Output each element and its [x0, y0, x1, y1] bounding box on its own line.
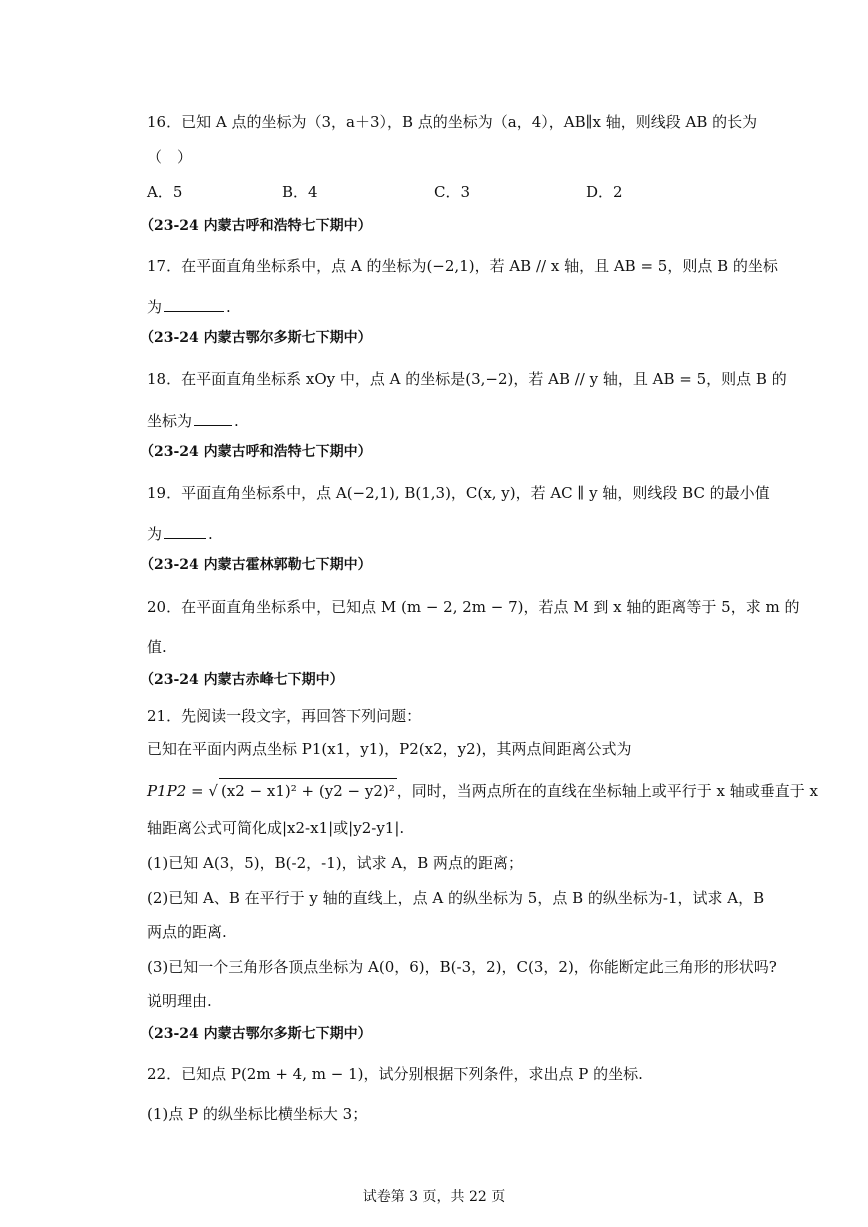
q16-option-a: A．5 — [147, 183, 183, 201]
q22-stem: 22．已知点 P(2m + 4, m − 1)，试分别根据下列条件，求出点 P 的坐标. — [147, 1065, 643, 1083]
q21-part3-line2: 说明理由. — [147, 992, 212, 1010]
q21-formula-intro: 已知在平面内两点坐标 P1(x1，y1)，P2(x2，y2)，其两点间距离公式为 — [147, 740, 632, 758]
q16-option-b: B．4 — [282, 183, 318, 201]
q21-part3-line1: (3)已知一个三角形各顶点坐标为 A(0，6)，B(-3，2)，C(3，2)，你能断定此三角形的形状吗? — [147, 958, 777, 976]
q19-line2-end: . — [208, 525, 213, 543]
q17-line2 — [147, 296, 231, 317]
q21-part1: (1)已知 A(3，5)，B(-2，-1)，试求 A，B 两点的距离； — [147, 854, 523, 872]
q20-source: （23-24 内蒙古赤峰七下期中） — [140, 672, 344, 688]
q18-line2 — [147, 410, 239, 431]
q17-source: （23-24 内蒙古鄂尔多斯七下期中） — [140, 330, 372, 346]
page-footer: 试卷第 3 页，共 22 页 — [362, 1189, 506, 1205]
q21-source: （23-24 内蒙古鄂尔多斯七下期中） — [140, 1026, 372, 1042]
q20-stem: 20．在平面直角坐标系中，已知点 M (m − 2, 2m − 7)，若点 M 到 x 轴的距离等于 5，求 m 的 — [147, 598, 800, 616]
q21-formula-cont2: 轴距离公式可简化成|x2-x1|或|y2-y1|. — [147, 819, 405, 837]
q18-stem: 18．在平面直角坐标系 xOy 中，点 A 的坐标是(3,−2)，若 AB // y 轴，且 AB = 5，则点 B 的 — [147, 370, 787, 388]
q21-formula-cont: ，同时，当两点所在的直线在坐标轴上或平行于 x 轴或垂直于 x — [396, 782, 818, 800]
q16-option-c: C．3 — [434, 183, 471, 201]
q17-stem: 17．在平面直角坐标系中，点 A 的坐标为(−2,1)，若 AB // x 轴，且 AB = 5，则点 B 的坐标 — [147, 257, 778, 275]
q21-part2-line2: 两点的距离. — [147, 923, 227, 941]
q16-source: （23-24 内蒙古呼和浩特七下期中） — [140, 218, 372, 234]
q22-part1: (1)点 P 的纵坐标比横坐标大 3； — [147, 1105, 368, 1123]
q21-intro: 21．先阅读一段文字，再回答下列问题： — [147, 707, 422, 725]
q16-paren: （ ） — [147, 148, 193, 166]
q19-line2-text: 为 — [147, 525, 163, 543]
q18-line2-text: 坐标为 — [147, 412, 193, 430]
q21-formula-rhs: (x2 − x1)² + (y2 − y2)² — [219, 778, 397, 803]
q19-line2 — [147, 523, 213, 544]
q19-source: （23-24 内蒙古霍林郭勒七下期中） — [140, 557, 372, 573]
sqrt-icon: √ — [208, 782, 218, 800]
q17-line2-end: . — [226, 298, 231, 316]
q21-formula-lhs: P1P2 = — [147, 782, 204, 800]
q16-stem: 16．已知 A 点的坐标为（3，a＋3），B 点的坐标为（a，4），AB∥x 轴，则线段 AB 的长为 — [147, 113, 758, 131]
q18-source: （23-24 内蒙古呼和浩特七下期中） — [140, 444, 372, 460]
q18-answer-blank[interactable] — [194, 410, 232, 426]
q20-line2: 值. — [147, 638, 167, 656]
q19-answer-blank[interactable] — [164, 523, 206, 539]
q17-line2-text: 为 — [147, 298, 163, 316]
q17-answer-blank[interactable] — [164, 296, 224, 312]
q18-line2-end: . — [234, 412, 239, 430]
q16-option-d: D．2 — [586, 183, 623, 201]
q19-stem: 19．平面直角坐标系中，点 A(−2,1), B(1,3)，C(x, y)，若 AC ∥ y 轴，则线段 BC 的最小值 — [147, 484, 770, 502]
q21-formula-line — [147, 778, 818, 803]
q21-part2-line1: (2)已知 A、B 在平行于 y 轴的直线上，点 A 的纵坐标为 5，点 B 的纵坐标为-1，试求 A，B — [147, 889, 765, 907]
